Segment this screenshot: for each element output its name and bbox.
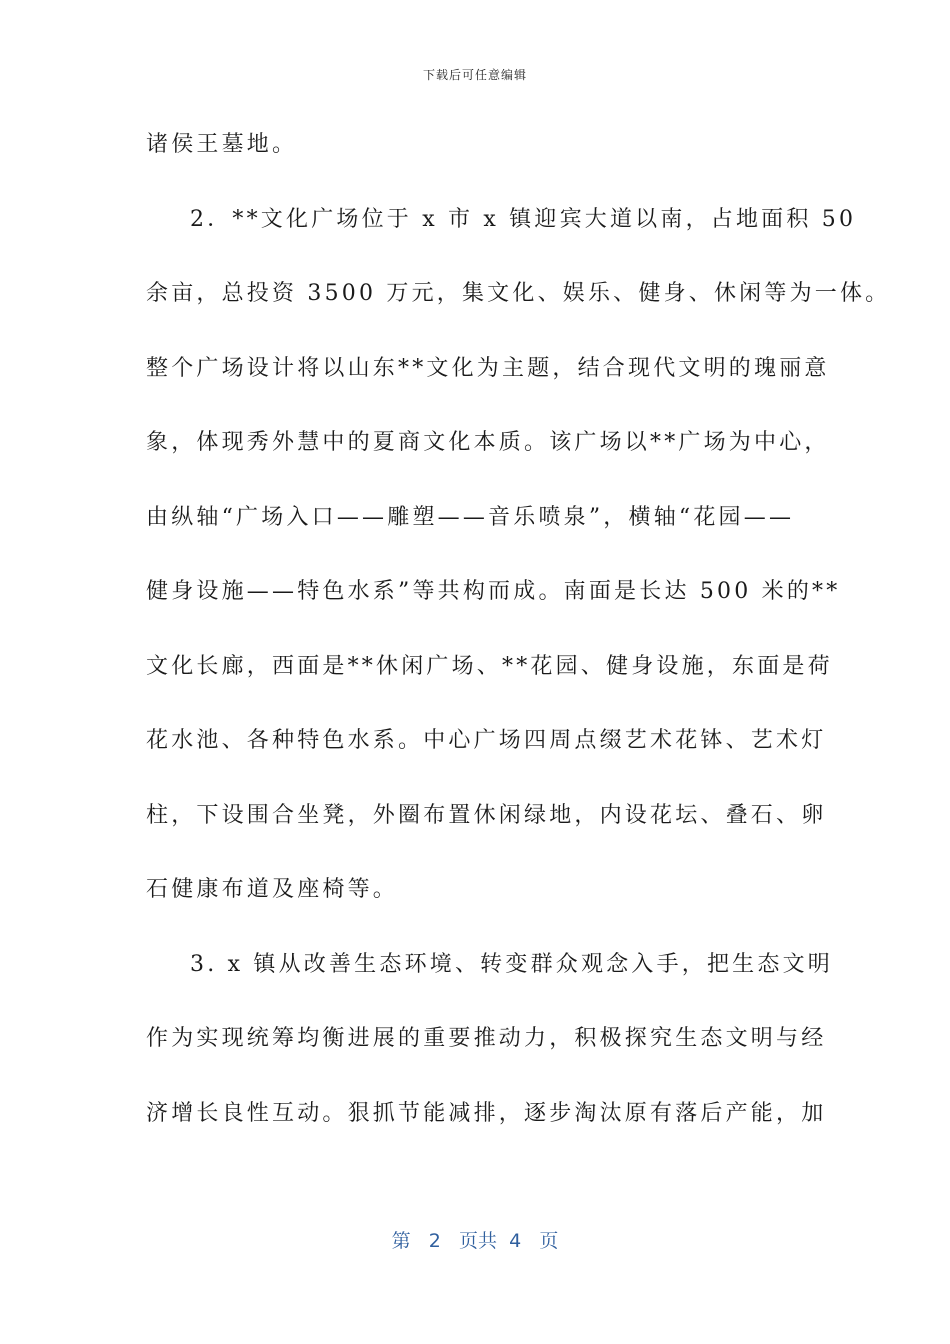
text-line: 济增长良性互动。狠抓节能减排，逐步淘汰原有落后产能，加 — [146, 1100, 827, 1126]
text-line: 诸侯王墓地。 — [146, 132, 298, 157]
footer-page-number: 2 — [428, 1230, 441, 1252]
page-footer — [0, 1226, 950, 1253]
text-line: 3. x 镇从改善生态环境、转变群众观念入手，把生态文明 — [190, 951, 833, 977]
text-line: 作为实现统筹均衡进展的重要推动力，积极探究生态文明与经 — [146, 1026, 827, 1051]
text-line: 整个广场设计将以山东**文化为主题，结合现代文明的瑰丽意 — [146, 355, 830, 381]
text-line: 2．**文化广场位于 x 市 x 镇迎宾大道以南，占地面积 50 — [190, 206, 857, 232]
text-line: 花水池、各种特色水系。中心广场四周点缀艺术花钵、艺术灯 — [146, 728, 827, 753]
text-line: 石健康布道及座椅等。 — [146, 877, 399, 902]
text-line: 文化长廊，西面是**休闲广场、**花园、健身设施，东面是荷 — [146, 653, 833, 679]
text-line: 健身设施——特色水系”等共构而成。南面是长达 500 米的** — [146, 579, 841, 604]
text-line: 象，体现秀外慧中的夏商文化本质。该广场以**广场为中心， — [146, 430, 830, 455]
footer-total-pages: 4 — [509, 1230, 522, 1252]
text-line: 柱，下设围合坐凳，外圈布置休闲绿地，内设花坛、叠石、卵 — [146, 802, 827, 828]
footer-middle: 页共 — [459, 1230, 498, 1252]
page-header: 下载后可任意编辑 — [422, 68, 527, 82]
document-body — [146, 122, 891, 1165]
footer-prefix: 第 — [391, 1230, 411, 1252]
footer-suffix: 页 — [539, 1230, 559, 1252]
text-line: 余亩，总投资 3500 万元，集文化、娱乐、健身、休闲等为一体。 — [146, 281, 891, 306]
text-line: 由纵轴“广场入口——雕塑——音乐喷泉”，横轴“花园—— — [146, 504, 795, 530]
